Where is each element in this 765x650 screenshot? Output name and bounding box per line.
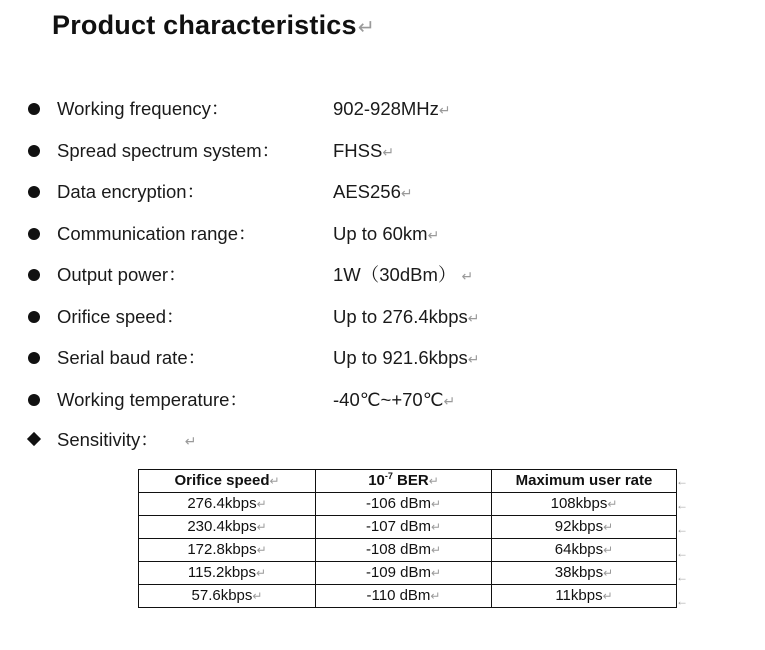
table-row [139, 493, 677, 516]
diamond-bullet-icon [27, 432, 41, 446]
return-mark-icon: ↵ [438, 102, 451, 118]
spec-value: Up to 276.4kbps↵ [333, 306, 480, 327]
spec-label: Spread spectrum system： [57, 140, 281, 161]
spec-label: Orifice speed： [57, 306, 185, 327]
table-cell: 57.6kbps↵ [139, 585, 316, 608]
spec-label: Working frequency： [57, 98, 230, 119]
table-row [139, 585, 677, 608]
return-mark-icon: ↵ [382, 144, 395, 160]
sensitivity-label: Sensitivity： ↵ [57, 429, 197, 450]
column-header-max-user-rate: Maximum user rate [492, 470, 677, 493]
spec-value: -40℃~+70℃↵ [333, 389, 456, 410]
row-end-marks [676, 469, 688, 613]
spec-label: Working temperature： [57, 389, 248, 410]
table-cell: 115.2kbps↵ [139, 562, 316, 585]
row-end-mark-icon: ← [676, 546, 688, 560]
spec-value: Up to 921.6kbps↵ [333, 347, 480, 368]
table-cell: -110 dBm↵ [316, 585, 492, 608]
spec-item [0, 219, 765, 249]
spec-item [0, 94, 765, 124]
spec-item [0, 343, 765, 373]
sensitivity-heading [0, 425, 765, 455]
bullet-icon [28, 352, 40, 364]
spec-item [0, 302, 765, 332]
column-header-ber: $10^{-7}$ BER↵ [316, 470, 492, 493]
spec-value: 902-928MHz↵ [333, 98, 451, 119]
table-cell: -106 dBm↵ [316, 493, 492, 516]
table-row [139, 562, 677, 585]
table-cell: -109 dBm↵ [316, 562, 492, 585]
row-end-mark-icon: ← [676, 594, 688, 608]
return-mark-icon: ↵ [357, 17, 375, 39]
spec-label: Communication range： [57, 223, 257, 244]
row-end-mark-icon: ← [676, 522, 688, 536]
sensitivity-table [138, 469, 677, 608]
column-header-orifice-speed: Orifice speed↵ [139, 470, 316, 493]
bullet-icon [28, 228, 40, 240]
spec-value: Up to 60km↵ [333, 223, 440, 244]
return-mark-icon: ↵ [184, 433, 197, 449]
table-cell: 38kbps↵ [492, 562, 677, 585]
page-title-text: Product characteristics [52, 10, 357, 40]
return-mark-icon: ↵ [467, 351, 480, 367]
bullet-icon [28, 394, 40, 406]
spec-value: 1W（30dBm） ↵ [333, 264, 474, 285]
row-end-mark-icon: ← [676, 498, 688, 512]
row-end-mark-icon: ← [676, 570, 688, 584]
table-cell: -108 dBm↵ [316, 539, 492, 562]
page-title [52, 10, 375, 41]
return-mark-icon: ↵ [400, 185, 413, 201]
bullet-icon [28, 186, 40, 198]
spec-label: Output power： [57, 264, 187, 285]
spec-value: AES256↵ [333, 181, 413, 202]
table-cell: 108kbps↵ [492, 493, 677, 516]
return-mark-icon: ↵ [443, 393, 456, 409]
table-header-row [139, 470, 677, 493]
bullet-icon [28, 103, 40, 115]
table-row [139, 539, 677, 562]
table-cell: 276.4kbps↵ [139, 493, 316, 516]
table-cell: 11kbps↵ [492, 585, 677, 608]
table-cell: 172.8kbps↵ [139, 539, 316, 562]
bullet-icon [28, 145, 40, 157]
spec-item [0, 385, 765, 415]
spec-item [0, 260, 765, 290]
return-mark-icon: ↵ [427, 227, 440, 243]
bullet-icon [28, 311, 40, 323]
spec-item [0, 177, 765, 207]
return-mark-icon: ↵ [467, 310, 480, 326]
table-cell: 92kbps↵ [492, 516, 677, 539]
spec-label: Serial baud rate： [57, 347, 207, 368]
spec-value: FHSS↵ [333, 140, 395, 161]
return-mark-icon: ↵ [461, 268, 474, 284]
table-cell: -107 dBm↵ [316, 516, 492, 539]
table-cell: 64kbps↵ [492, 539, 677, 562]
table-row [139, 516, 677, 539]
row-end-mark-icon: ← [676, 474, 688, 488]
spec-item [0, 136, 765, 166]
spec-label: Data encryption： [57, 181, 206, 202]
bullet-icon [28, 269, 40, 281]
table-cell: 230.4kbps↵ [139, 516, 316, 539]
